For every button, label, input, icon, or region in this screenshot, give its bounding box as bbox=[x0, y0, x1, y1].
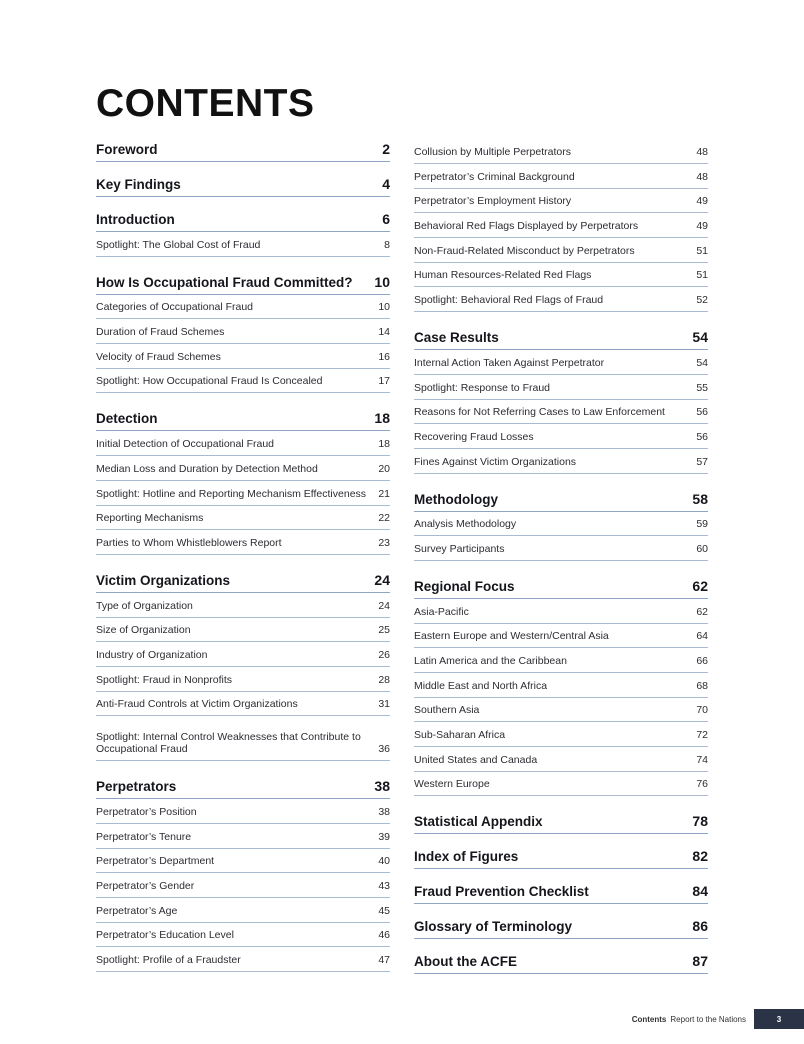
toc-entry-label: Collusion by Multiple Perpetrators bbox=[414, 146, 571, 158]
page-title: CONTENTS bbox=[96, 82, 315, 125]
toc-entry-label: Internal Action Taken Against Perpetrator bbox=[414, 356, 605, 369]
toc-entry-label: Western Europe bbox=[414, 778, 490, 791]
toc-entry-label: Fraud Prevention Checklist bbox=[414, 884, 589, 900]
toc-subentry[interactable] bbox=[414, 375, 708, 400]
toc-subentry[interactable] bbox=[414, 213, 708, 238]
toc-entry-page: 38 bbox=[378, 806, 390, 818]
toc-entry-label: Median Loss and Duration by Detection Method bbox=[96, 462, 318, 475]
toc-entry-page: 43 bbox=[378, 880, 390, 893]
toc-subentry[interactable] bbox=[96, 898, 390, 923]
toc-subentry[interactable] bbox=[414, 189, 708, 214]
toc-entry-label: Survey Participants bbox=[414, 542, 505, 555]
toc-subentry[interactable] bbox=[96, 618, 390, 643]
toc-subentry[interactable] bbox=[414, 698, 708, 723]
toc-subentry[interactable] bbox=[414, 263, 708, 288]
toc-entry-label: Perpetrator’s Gender bbox=[96, 880, 195, 893]
toc-entry-page: 62 bbox=[692, 577, 708, 594]
toc-entry-label: Perpetrator’s Age bbox=[96, 904, 178, 917]
toc-entry-page: 60 bbox=[696, 542, 708, 555]
toc-subentry[interactable] bbox=[414, 164, 708, 189]
toc-section-entry[interactable] bbox=[96, 555, 390, 593]
toc-entry-page: 51 bbox=[696, 269, 708, 282]
toc-subentry[interactable] bbox=[96, 667, 390, 692]
toc-entry-label: Spotlight: Internal Control Weaknesses that Contribute to Occupational Fraud bbox=[96, 731, 361, 756]
toc-subentry[interactable] bbox=[96, 824, 390, 849]
toc-entry-label: Reporting Mechanisms bbox=[96, 512, 204, 525]
toc-entry-page: 62 bbox=[696, 605, 708, 618]
toc-entry-label: Reasons for Not Referring Cases to Law Enforcement bbox=[414, 406, 665, 419]
toc-subentry[interactable] bbox=[414, 673, 708, 698]
toc-entry-label: Type of Organization bbox=[96, 599, 193, 612]
toc-entry-label: Perpetrator’s Criminal Background bbox=[414, 170, 575, 183]
toc-entry-label: Velocity of Fraud Schemes bbox=[96, 350, 221, 363]
toc-entry-page: 74 bbox=[696, 753, 708, 766]
toc-subentry[interactable] bbox=[96, 530, 390, 555]
toc-entry-page: 48 bbox=[696, 146, 708, 158]
toc-entry-label: Initial Detection of Occupational Fraud bbox=[96, 438, 275, 451]
toc-subentry[interactable] bbox=[96, 344, 390, 369]
toc-entry-label: Spotlight: Response to Fraud bbox=[414, 381, 550, 394]
toc-entry-label: Introduction bbox=[96, 212, 175, 227]
toc-subentry[interactable] bbox=[96, 849, 390, 874]
toc-entry-label: Perpetrator’s Tenure bbox=[96, 830, 192, 843]
toc-entry-page: 8 bbox=[384, 238, 390, 251]
toc-entry-label: Analysis Methodology bbox=[414, 518, 517, 531]
toc-entry-label: United States and Canada bbox=[414, 753, 538, 766]
toc-entry-label: Foreword bbox=[96, 142, 158, 157]
toc-subentry[interactable] bbox=[414, 599, 708, 624]
toc-entry-label: Case Results bbox=[414, 330, 499, 346]
toc-section-entry[interactable] bbox=[414, 869, 708, 904]
toc-entry-page: 6 bbox=[382, 211, 390, 227]
toc-entry-label: Parties to Whom Whistleblowers Report bbox=[96, 536, 282, 549]
toc-entry-page: 18 bbox=[378, 438, 390, 451]
toc-entry-page: 70 bbox=[696, 704, 708, 717]
toc-subentry[interactable] bbox=[96, 369, 390, 394]
toc-entry-label: Perpetrator’s Employment History bbox=[414, 195, 572, 208]
toc-entry-page: 4 bbox=[382, 176, 390, 192]
toc-subentry[interactable] bbox=[414, 747, 708, 772]
toc-subentry[interactable] bbox=[414, 424, 708, 449]
toc-subentry[interactable] bbox=[414, 238, 708, 263]
toc-entry-page: 17 bbox=[378, 375, 390, 388]
toc-entry-label: Industry of Organization bbox=[96, 648, 208, 661]
toc-entry-page: 64 bbox=[696, 630, 708, 643]
toc-entry-page: 84 bbox=[692, 883, 708, 900]
toc-entry-page: 18 bbox=[374, 410, 390, 427]
toc-right-column bbox=[414, 140, 708, 974]
toc-subentry[interactable] bbox=[414, 648, 708, 673]
footer-publication-title: Report to the Nations bbox=[670, 1014, 746, 1024]
toc-entry-label: Spotlight: Fraud in Nonprofits bbox=[96, 673, 232, 686]
toc-entry-label: Categories of Occupational Fraud bbox=[96, 301, 254, 314]
toc-entry-label: Human Resources-Related Red Flags bbox=[414, 269, 592, 282]
toc-entry-page: 39 bbox=[378, 830, 390, 843]
toc-subentry[interactable] bbox=[414, 512, 708, 537]
toc-entry-label: Spotlight: Behavioral Red Flags of Fraud bbox=[414, 294, 604, 307]
toc-entry-label: Middle East and North Africa bbox=[414, 679, 548, 692]
toc-entry-label: Southern Asia bbox=[414, 704, 480, 717]
toc-section-entry[interactable] bbox=[414, 312, 708, 350]
toc-entry-page: 78 bbox=[692, 813, 708, 830]
toc-entry-label: Sub-Saharan Africa bbox=[414, 729, 506, 742]
toc-subentry[interactable] bbox=[96, 232, 390, 257]
toc-entry-label: Perpetrator’s Position bbox=[96, 806, 197, 818]
toc-entry-page: 25 bbox=[378, 624, 390, 637]
toc-entry-page: 86 bbox=[692, 918, 708, 935]
toc-entry-label: Perpetrator’s Department bbox=[96, 855, 215, 868]
toc-subentry[interactable] bbox=[414, 772, 708, 797]
toc-entry-page: 54 bbox=[696, 356, 708, 369]
toc-entry-page: 46 bbox=[378, 929, 390, 942]
toc-entry-page: 31 bbox=[378, 698, 390, 711]
toc-section-entry[interactable] bbox=[414, 904, 708, 939]
toc-entry-label: Glossary of Terminology bbox=[414, 919, 573, 935]
toc-entry-label: Spotlight: Hotline and Reporting Mechanism Effectiveness bbox=[96, 487, 367, 500]
toc-entry-page: 2 bbox=[382, 141, 390, 157]
toc-subentry[interactable] bbox=[96, 873, 390, 898]
toc-entry-page: 51 bbox=[696, 244, 708, 257]
toc-entry-label: Asia-Pacific bbox=[414, 605, 469, 618]
toc-entry-page: 28 bbox=[378, 673, 390, 686]
toc-subentry[interactable] bbox=[414, 350, 708, 375]
toc-subentry[interactable] bbox=[414, 449, 708, 474]
toc-section-entry[interactable] bbox=[414, 474, 708, 512]
toc-section-entry[interactable] bbox=[96, 393, 390, 431]
toc-subentry[interactable] bbox=[414, 400, 708, 425]
toc-subentry[interactable] bbox=[96, 716, 390, 761]
toc-entry-label: Recovering Fraud Losses bbox=[414, 430, 534, 443]
toc-subentry[interactable] bbox=[414, 536, 708, 561]
toc-entry-page: 14 bbox=[378, 326, 390, 339]
toc-entry-label: Spotlight: How Occupational Fraud Is Concealed bbox=[96, 375, 323, 388]
toc-entry-label: Duration of Fraud Schemes bbox=[96, 326, 225, 339]
toc-entry-label: Eastern Europe and Western/Central Asia bbox=[414, 630, 609, 643]
toc-entry-page: 22 bbox=[378, 512, 390, 525]
toc-subentry[interactable] bbox=[96, 295, 390, 320]
toc-entry-page: 20 bbox=[378, 462, 390, 475]
toc-entry-label: Regional Focus bbox=[414, 578, 515, 594]
toc-section-entry[interactable] bbox=[96, 257, 390, 295]
toc-entry-label: Perpetrators bbox=[96, 779, 177, 795]
toc-section-entry[interactable] bbox=[414, 561, 708, 599]
toc-section-entry[interactable] bbox=[414, 939, 708, 974]
toc-entry-page: 21 bbox=[378, 487, 390, 500]
toc-entry-page: 76 bbox=[696, 778, 708, 791]
toc-entry-label: Perpetrator’s Education Level bbox=[96, 929, 234, 942]
toc-entry-label: Non-Fraud-Related Misconduct by Perpetrators bbox=[414, 244, 635, 257]
toc-entry-label: Fines Against Victim Organizations bbox=[414, 455, 577, 468]
toc-entry-page: 56 bbox=[696, 430, 708, 443]
toc-section-entry[interactable] bbox=[414, 796, 708, 834]
toc-entry-page: 49 bbox=[696, 195, 708, 208]
toc-left-column bbox=[96, 140, 390, 972]
toc-section-entry[interactable] bbox=[414, 834, 708, 869]
toc-section-entry[interactable] bbox=[96, 140, 390, 162]
toc-subentry[interactable] bbox=[96, 431, 390, 456]
toc-entry-page: 72 bbox=[696, 729, 708, 742]
toc-entry-label: Anti-Fraud Controls at Victim Organizations bbox=[96, 698, 298, 711]
toc-entry-label: Latin America and the Caribbean bbox=[414, 655, 567, 667]
toc-entry-page: 49 bbox=[696, 220, 708, 233]
toc-entry-page: 10 bbox=[378, 301, 390, 314]
footer-page-number: 3 bbox=[754, 1009, 804, 1029]
toc-entry-label: Behavioral Red Flags Displayed by Perpetrators bbox=[414, 220, 639, 233]
toc-entry-page: 57 bbox=[696, 455, 708, 468]
toc-subentry[interactable] bbox=[414, 722, 708, 747]
toc-entry-label: Victim Organizations bbox=[96, 572, 231, 588]
toc-subentry[interactable] bbox=[96, 593, 390, 618]
toc-subentry[interactable] bbox=[96, 481, 390, 506]
toc-subentry[interactable] bbox=[96, 799, 390, 824]
toc-entry-label: Size of Organization bbox=[96, 624, 191, 637]
toc-subentry[interactable] bbox=[414, 624, 708, 649]
toc-entry-page: 56 bbox=[696, 406, 708, 419]
toc-subentry[interactable] bbox=[96, 947, 390, 972]
toc-entry-page: 47 bbox=[378, 954, 390, 967]
toc-entry-page: 36 bbox=[378, 743, 390, 756]
toc-subentry[interactable] bbox=[414, 140, 708, 164]
toc-entry-page: 59 bbox=[696, 518, 708, 531]
toc-entry-page: 58 bbox=[692, 490, 708, 507]
toc-entry-page: 54 bbox=[692, 329, 708, 346]
toc-entry-page: 10 bbox=[374, 273, 390, 290]
toc-subentry[interactable] bbox=[96, 692, 390, 717]
toc-subentry[interactable] bbox=[96, 923, 390, 948]
toc-entry-page: 87 bbox=[692, 953, 708, 970]
toc-subentry[interactable] bbox=[96, 506, 390, 531]
toc-entry-page: 23 bbox=[378, 536, 390, 549]
toc-entry-page: 24 bbox=[374, 571, 390, 588]
toc-entry-page: 55 bbox=[696, 381, 708, 394]
toc-entry-label: Spotlight: Profile of a Fraudster bbox=[96, 954, 241, 967]
toc-entry-page: 16 bbox=[378, 350, 390, 363]
toc-entry-page: 38 bbox=[374, 778, 390, 795]
toc-entry-page: 68 bbox=[696, 679, 708, 692]
toc-entry-page: 26 bbox=[378, 648, 390, 661]
toc-entry-label: Statistical Appendix bbox=[414, 814, 543, 830]
toc-subentry[interactable] bbox=[96, 642, 390, 667]
toc-entry-page: 52 bbox=[696, 294, 708, 307]
toc-entry-page: 24 bbox=[378, 599, 390, 612]
toc-section-entry[interactable] bbox=[96, 197, 390, 232]
toc-entry-page: 48 bbox=[696, 170, 708, 183]
toc-entry-page: 82 bbox=[692, 848, 708, 865]
toc-entry-label: Index of Figures bbox=[414, 849, 519, 865]
toc-entry-label: How Is Occupational Fraud Committed? bbox=[96, 274, 353, 290]
toc-entry-label: Spotlight: The Global Cost of Fraud bbox=[96, 238, 261, 251]
toc-entry-page: 66 bbox=[696, 655, 708, 667]
toc-entry-page: 40 bbox=[378, 855, 390, 868]
toc-section-entry[interactable] bbox=[96, 761, 390, 799]
toc-subentry[interactable] bbox=[96, 456, 390, 481]
toc-entry-label: Detection bbox=[96, 411, 158, 427]
toc-entry-page: 45 bbox=[378, 904, 390, 917]
toc-section-entry[interactable] bbox=[96, 162, 390, 197]
toc-subentry[interactable] bbox=[414, 287, 708, 312]
toc-entry-label: Methodology bbox=[414, 491, 498, 507]
footer-section-title: Contents bbox=[631, 1014, 667, 1024]
toc-entry-label: Key Findings bbox=[96, 177, 181, 192]
page-footer bbox=[632, 1009, 804, 1029]
toc-subentry[interactable] bbox=[96, 319, 390, 344]
toc-entry-label: About the ACFE bbox=[414, 954, 517, 970]
